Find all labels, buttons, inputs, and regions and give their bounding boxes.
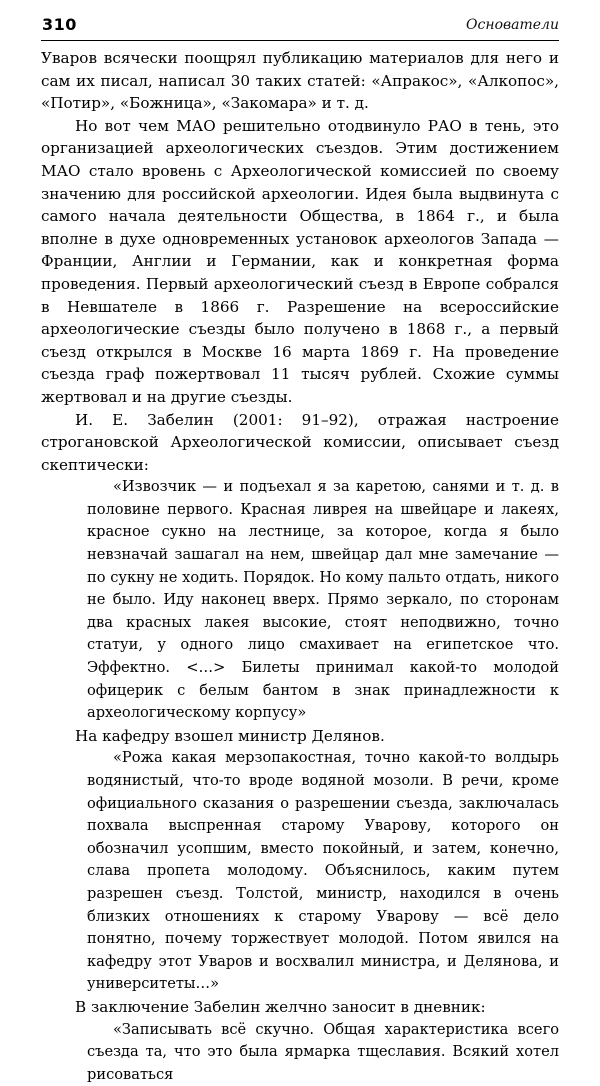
paragraph-archaeological-congresses: Но вот чем МАО решительно отодвинуло РАО в тень, это организацией археологических съездов. Этим достижением МАО стало вровень с Археологической комиссией по своему значению для российской археологии. Идея была выдвинута с самого начала деятельности Общества, в 1864 г., и была вполне в духе одновременных установок археологов Запада — Франции, Англии и Германии, как и конкретная форма проведения. Первый археологический съезд в Европе собрался в Невшателе в 1866 г. Разрешение на всероссийские археологические съезды было получено в 1868 г., а первый съезд открылся в Москве 16 марта 1869 г. На проведение съезда граф пожертвовал 11 тысяч рублей. Схожие суммы жертвовал и на другие съезды.	[41, 116, 559, 406]
page-number: 310	[42, 15, 77, 34]
quote-arrival: «Извозчик — и подъехал я за каретою, санями и т. д. в половине первого. Красная ливрея на швейцаре и лакеях, красное сукно на лестнице, за которое, когда я было невзначай зашагал на нем, швейцар дал мне замечание — по сукну не ходить. Порядок. Но кому пальто отдать, никого не было. Иду наконец вверх. Прямо зеркало, по сторонам два красных лакея высокие, стоят неподвижно, точно статуи, у одного лицо смахивает на египетское что. Эффектно. <…> Билеты принимал какой-то молодой офицерик с белым бантом в знак принадлежности к археологическому корпусу»	[87, 478, 559, 722]
body-text	[41, 47, 559, 1086]
running-header	[41, 14, 559, 41]
paragraph-minister: На кафедру взошел министр Делянов.	[75, 726, 385, 745]
paragraph-conclusion-intro: В заключение Забелин желчно заносит в дневник:	[75, 997, 486, 1016]
section-title: Основатели	[466, 17, 559, 33]
paragraph-zabelin-intro: И. Е. Забелин (2001: 91–92), отражая настроение строгановской Археологической комиссии, описывает съезд скептически:	[41, 410, 559, 474]
quote-vanity-fair: «Записывать всё скучно. Общая характеристика всего съезда та, что это была ярмарка тщеславия. Всякий хотел рисоваться	[87, 1020, 559, 1083]
quote-minister-speech: «Рожа какая мерзопакостная, точно какой-то волдырь водянистый, что-то вроде водяной мозоли. В речи, кроме официального сказания о разрешении съезда, заключалась похвала выспренная старому Уварову, которого он обозначил усопшим, вместо покойный, и затем, конечно, слава пропета молодому. Объяснилось, каким путем разрешен съезд. Толстой, министр, находился в очень близких отношениях к старому Уварову — всё дело понятно, почему торжествует молодой. Потом явился на кафедру этот Уваров и восхвалил министра, и Делянова, и университеты…»	[87, 749, 559, 993]
paragraph-continued: Уваров всячески поощрял публикацию материалов для него и сам их писал, написал 30 таких статей: «Апракос», «Алкопос», «Потир», «Божница», «Закомара» и т. д.	[41, 49, 559, 113]
